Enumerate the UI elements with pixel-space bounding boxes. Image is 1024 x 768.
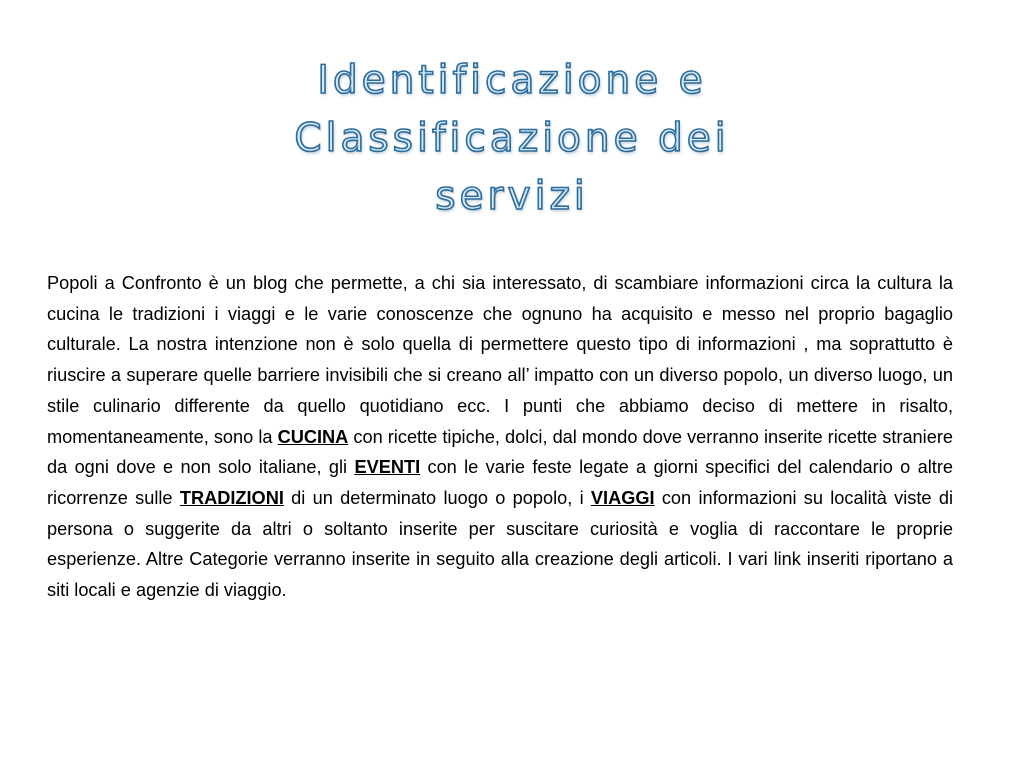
slide-title-line-2: Classificazione dei: [294, 116, 730, 161]
slide-title: [150, 52, 874, 226]
body-text-segment-2: con ricette tipiche, dolci, dal mondo dove verranno inserite ricette straniere da ogni dove e non solo italiane, gli: [47, 426, 953, 478]
body-text-segment-5: con informazioni su località viste di persona o suggerite da altri o soltanto inserite per suscitare curiosità e voglia di raccontare le proprie esperienze. Altre Categorie verranno inserite in seguito alla creazione degli articoli. I vari link inseriti riportano a siti locali e agenzie di viaggio.: [47, 487, 953, 601]
keyword-eventi: EVENTI: [354, 457, 421, 478]
slide-title-line-3: servizi: [435, 174, 589, 219]
keyword-viaggi: VIAGGI: [590, 487, 655, 508]
slide-title-line-1: Identificazione e: [317, 58, 707, 103]
keyword-cucina: CUCINA: [277, 426, 349, 447]
body-text-segment-4: di un determinato luogo o popolo, i: [283, 487, 591, 508]
body-text-segment-3: con le varie feste legate a giorni specifici del calendario o altre ricorrenze sulle: [47, 457, 953, 508]
body-paragraph: [47, 268, 953, 606]
body-text-segment-1: Popoli a Confronto è un blog che permette, a chi sia interessato, di scambiare informazioni circa la cultura la cucina le tradizioni i viaggi e le varie conoscenze che ognuno ha acquisito e messo nel proprio bagaglio culturale. La nostra intenzione non è solo quella di permettere questo tipo di informazioni , ma soprattutto è riuscire a superare quelle barriere invisibili che si creano all’ impatto con un diverso popolo, un diverso luogo, un stile culinario differente da quello quotidiano ecc. I punti che abbiamo deciso di mettere in risalto, momentaneamente, sono la: [47, 273, 953, 447]
keyword-tradizioni: TRADIZIONI: [179, 487, 284, 508]
